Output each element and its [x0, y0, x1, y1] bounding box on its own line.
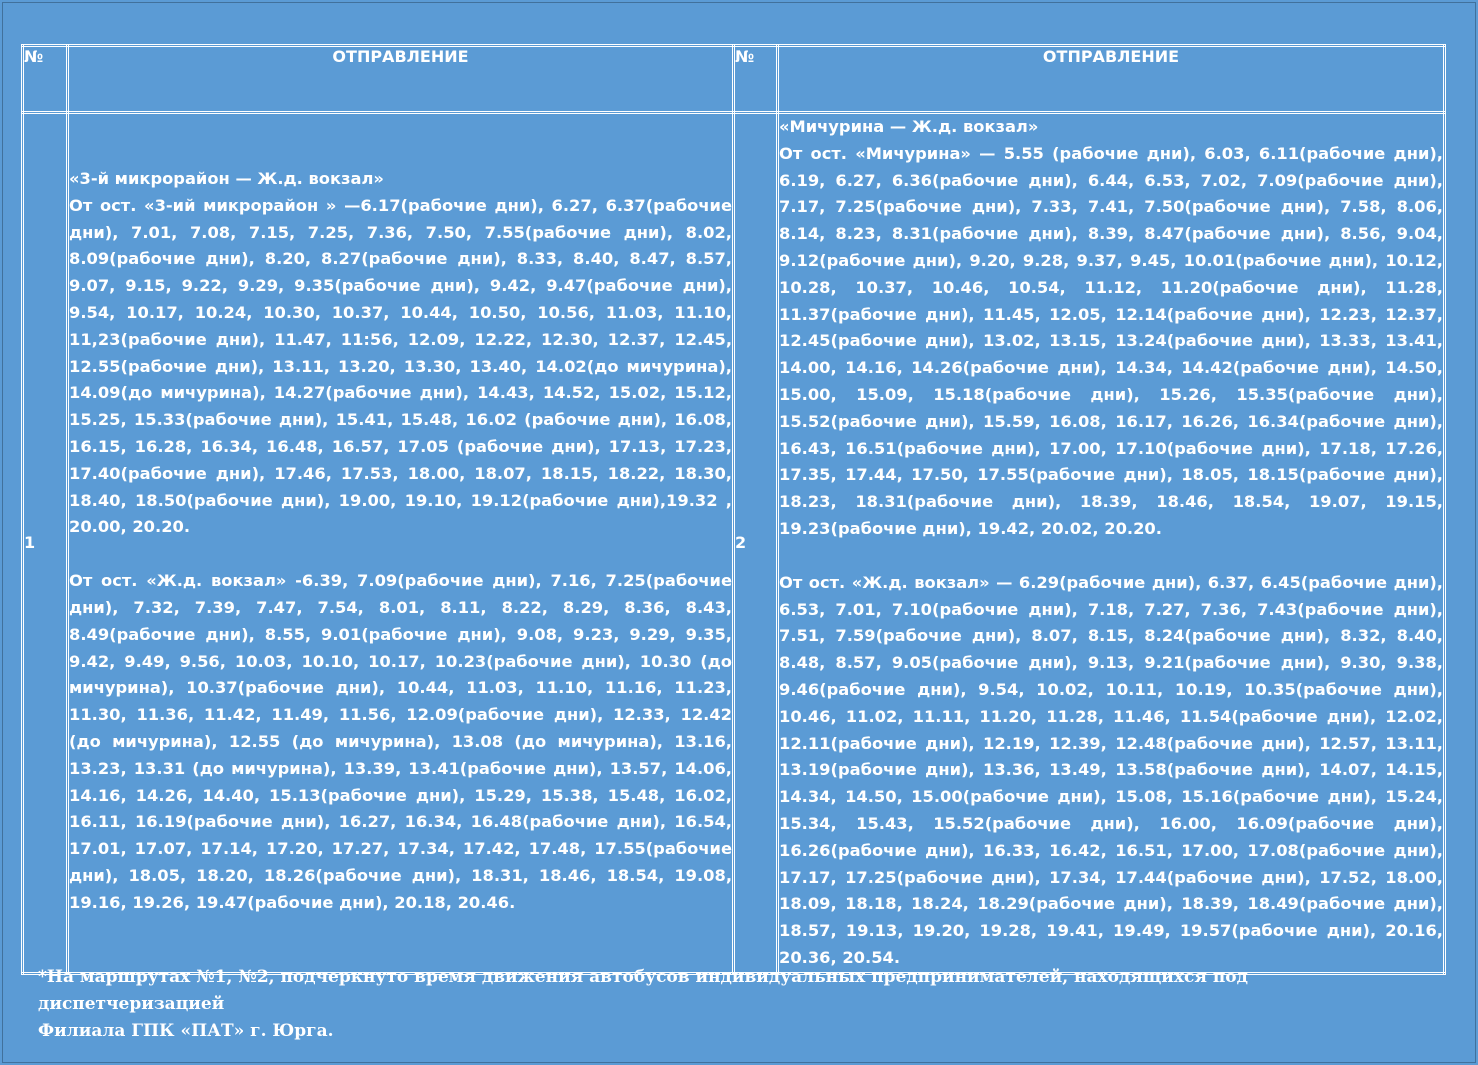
routes-row: [23, 113, 1445, 974]
route-2-from-station: От ост. «Ж.д. вокзал» — 6.29(рабочие дни), 6.37, 6.45(рабочие дни), 6.53, 7.01, 7.10(рабочие дни), 7.18, 7.27, 7.36, 7.43(рабочие дни), 7.51, 7.59(рабочие дни), 8.07, 8.15, 8.24(рабочие дни), 8.32, 8.40, 8.48, 8.57, 9.05(рабочие дни), 9.13, 9.21(рабочие дни), 9.30, 9.38, 9.46(рабочие дни), 9.54, 10.02, 10.11, 10.19, 10.35(рабочие дни), 10.46, 11.02, 11.11, 11.20, 11.28, 11.46, 11.54(рабочие дни), 12.02, 12.11(рабочие дни), 12.19, 12.39, 12.48(рабочие дни), 12.57, 13.11, 13.19(рабочие дни), 13.36, 13.49, 13.58(рабочие дни), 14.07, 14.15, 14.34, 14.50, 15.00(рабочие дни), 15.08, 15.16(рабочие дни), 15.24, 15.34, 15.43, 15.52(рабочие дни), 16.00, 16.09(рабочие дни), 16.26(рабочие дни), 16.33, 16.42, 16.51, 17.00, 17.08(рабочие дни), 17.17, 17.25(рабочие дни), 17.34, 17.44(рабочие дни), 17.52, 18.00, 18.09, 18.18, 18.24, 18.29(рабочие дни), 18.39, 18.49(рабочие дни), 18.57, 19.13, 19.20, 19.28, 19.41, 19.49, 19.57(рабочие дни), 20.16, 20.36, 20.54.: [779, 572, 1443, 967]
header-row: [23, 46, 1445, 113]
footnote-line-1: *На маршрутах №1, №2, подчеркнуто время движения автобусов индивидуальных предпринимателей, находящихся под диспетчеризацией: [38, 967, 1248, 1014]
route-1-schedule: [68, 113, 734, 974]
route-2-from-michurina: От ост. «Мичурина» — 5.55 (рабочие дни), 6.03, 6.11(рабочие дни), 6.19, 6.27, 6.36(рабочие дни), 6.44, 6.53, 7.02, 7.09(рабочие дни), 7.17, 7.25(рабочие дни), 7.33, 7.41, 7.50(рабочие дни), 7.58, 8.06, 8.14, 8.23, 8.31(рабочие дни), 8.39, 8.47(рабочие дни), 8.56, 9.04, 9.12(рабочие дни), 9.20, 9.28, 9.37, 9.45, 10.01(рабочие дни), 10.12, 10.28, 10.37, 10.46, 10.54, 11.12, 11.20(рабочие дни), 11.28, 11.37(рабочие дни), 11.45, 12.05, 12.14(рабочие дни), 12.23, 12.37, 12.45(рабочие дни), 13.02, 13.15, 13.24(рабочие дни), 13.33, 13.41, 14.00, 14.16, 14.26(рабочие дни), 14.34, 14.42(рабочие дни), 14.50, 15.00, 15.09, 15.18(рабочие дни), 15.26, 15.35(рабочие дни), 15.52(рабочие дни), 15.59, 16.08, 16.17, 16.26, 16.34(рабочие дни), 16.43, 16.51(рабочие дни), 17.00, 17.10(рабочие дни), 17.18, 17.26, 17.35, 17.44, 17.50, 17.55(рабочие дни), 18.05, 18.15(рабочие дни), 18.23, 18.31(рабочие дни), 18.39, 18.46, 18.54, 19.07, 19.15, 19.23(рабочие дни), 19.42, 20.02, 20.20.: [779, 143, 1443, 538]
route-1-title: «3-й микрорайон — Ж.д. вокзал»: [69, 169, 384, 188]
header-number-right: №: [734, 46, 778, 113]
route-2-schedule: [778, 113, 1445, 974]
footnote-line-2: Филиала ГПК «ПАТ» г. Юрга.: [38, 1021, 334, 1041]
header-departure-left: ОТПРАВЛЕНИЕ: [68, 46, 734, 113]
header-number-left: №: [23, 46, 68, 113]
schedule-table: [21, 44, 1446, 975]
route-2-number: 2: [734, 113, 778, 974]
header-departure-right: ОТПРАВЛЕНИЕ: [778, 46, 1445, 113]
route-2-title: «Мичурина — Ж.д. вокзал»: [779, 117, 1039, 136]
footnote: [38, 964, 1438, 1045]
route-1-from-microdistrict: От ост. «3-ий микрорайон » —6.17(рабочие дни), 6.27, 6.37(рабочие дни), 7.01, 7.08, 7.15, 7.25, 7.36, 7.50, 7.55(рабочие дни), 8.02, 8.09(рабочие дни), 8.20, 8.27(рабочие дни), 8.33, 8.40, 8.47, 8.57, 9.07, 9.15, 9.22, 9.29, 9.35(рабочие дни), 9.42, 9.47(рабочие дни), 9.54, 10.17, 10.24, 10.30, 10.37, 10.44, 10.50, 10.56, 11.03, 11.10, 11,23(рабочие дни), 11.47, 11:56, 12.09, 12.22, 12.30, 12.37, 12.45, 12.55(рабочие дни), 13.11, 13.20, 13.30, 13.40, 14.02(до мичурина), 14.09(до мичурина), 14.27(рабочие дни), 14.43, 14.52, 15.02, 15.12, 15.25, 15.33(рабочие дни), 15.41, 15.48, 16.02 (рабочие дни), 16.08, 16.15, 16.28, 16.34, 16.48, 16.57, 17.05 (рабочие дни), 17.13, 17.23, 17.40(рабочие дни), 17.46, 17.53, 18.00, 18.07, 18.15, 18.22, 18.30, 18.40, 18.50(рабочие дни), 19.00, 19.10, 19.12(рабочие дни),19.32 , 20.00, 20.20.: [69, 195, 732, 537]
route-1-number: 1: [23, 113, 68, 974]
route-1-from-station: От ост. «Ж.д. вокзал» -6.39, 7.09(рабочие дни), 7.16, 7.25(рабочие дни), 7.32, 7.39, 7.47, 7.54, 8.01, 8.11, 8.22, 8.29, 8.36, 8.43, 8.49(рабочие дни), 8.55, 9.01(рабочие дни), 9.08, 9.23, 9.29, 9.35, 9.42, 9.49, 9.56, 10.03, 10.10, 10.17, 10.23(рабочие дни), 10.30 (до мичурина), 10.37(рабочие дни), 10.44, 11.03, 11.10, 11.16, 11.23, 11.30, 11.36, 11.42, 11.49, 11.56, 12.09(рабочие дни), 12.33, 12.42 (до мичурина), 12.55 (до мичурина), 13.08 (до мичурина), 13.16, 13.23, 13.31 (до мичурина), 13.39, 13.41(рабочие дни), 13.57, 14.06, 14.16, 14.26, 14.40, 15.13(рабочие дни), 15.29, 15.38, 15.48, 16.02, 16.11, 16.19(рабочие дни), 16.27, 16.34, 16.48(рабочие дни), 16.54, 17.01, 17.07, 17.14, 17.20, 17.27, 17.34, 17.42, 17.48, 17.55(рабочие дни), 18.05, 18.20, 18.26(рабочие дни), 18.31, 18.46, 18.54, 19.08, 19.16, 19.26, 19.47(рабочие дни), 20.18, 20.46.: [69, 571, 732, 912]
